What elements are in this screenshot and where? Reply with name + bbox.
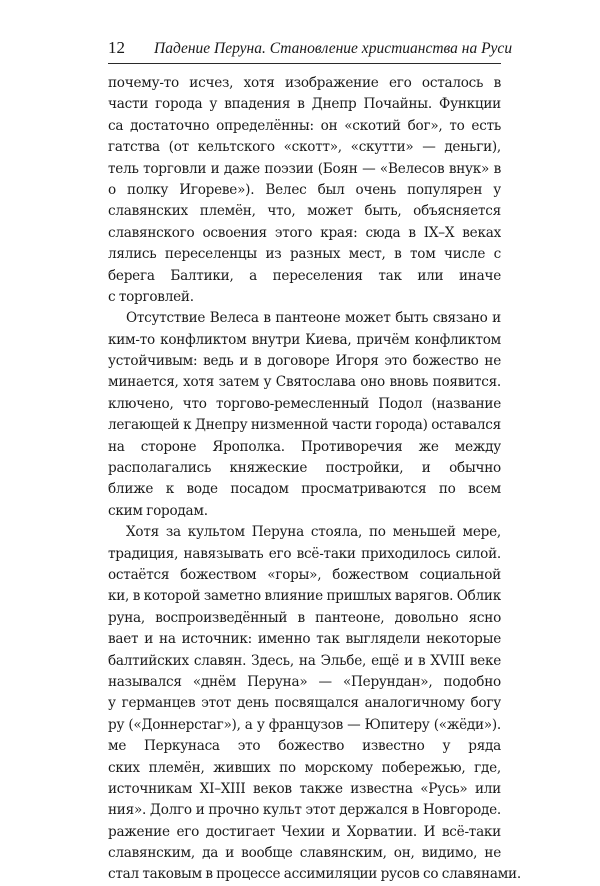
paragraph [108,522,521,886]
text-line: ме Перкунаса это божество известно у ряда [108,738,501,755]
text-line: славянского освоения этого края: сюда в IX–X веках [108,224,501,241]
text-line: о полку Игореве»). Велес был очень популярен у [108,181,501,198]
text-line: славянским, да и вообще славянским, он, видимо, не [108,845,501,862]
paragraph [108,73,501,308]
text-line: ки, в которой заметно влияние пришлых варягов. Облик [108,588,501,605]
text-line: минается, хотя затем у Святослава оно вновь появится. [108,374,501,391]
text-line: ближе к воде посадом просматриваются по всем [108,481,501,498]
text-line: вает и на источник: именно так выглядели некоторые [108,631,501,648]
text-line: балтийских славян. Здесь, на Эльбе, ещё и в XVIII веке [108,652,501,669]
text-line: назывался «днём Перуна» — «Перундан», подобно [108,673,501,690]
text-line: са достаточно определённы: он «скотий бог», то есть [108,117,501,134]
text-line: устойчивым: ведь и в договоре Игоря это божество не [108,353,501,370]
text-line: ния». Долго и прочно культ этот держался в Новгороде. [108,802,501,819]
page-header [108,34,513,64]
text-line: на стороне Ярополка. Противоречия же между [108,438,501,455]
text-line: располагались княжеские постройки, и обычно [108,460,501,477]
text-line: с торговлей. [108,288,194,305]
text-line: Хотя за культом Перуна стояла, по меньшей мере, [126,524,501,541]
text-line: славянских племён, что, может быть, объясняется [108,203,501,220]
page-number: 12 [108,38,125,57]
text-line: Отсутствие Велеса в пантеоне может быть связано и [126,310,501,327]
text-line: легающей к Днепру низменной части города) оставался [108,417,501,434]
text-line: остаётся божеством «горы», божеством социальной [108,566,501,583]
text-line: ражение его достигает Чехии и Хорватии. И всё-таки [108,823,501,840]
running-title: Падение Перуна. Становление христианства на Руси [154,40,513,57]
text-line: традиция, навязывать его всё-таки приходилось силой. [108,545,501,562]
body-text [108,73,521,886]
text-line: тель торговли и даже поэзии (Боян — «Велесов внук» в [108,160,501,177]
text-line: части города у впадения в Днепр Почайны. Функции [108,96,501,113]
text-line: почему-то исчез, хотя изображение его осталось в [108,75,501,91]
header-rule [108,63,501,64]
text-line: у германцев этот день посвящался аналогичному богу [108,695,501,712]
text-line: ру («Доннерстаг»), а у французов — Юпитеру («жёди»). [108,716,501,733]
text-line: руна, воспроизведённый в пантеоне, довольно ясно [108,609,501,626]
text-line: гатства (от кельтского «скотт», «скутти» — деньги), [108,139,501,156]
text-line: берега Балтики, а переселения так или иначе [108,267,501,284]
text-line: источникам XI–XIII веков также известна «Русь» или [108,780,501,797]
text-line: ключено, что торгово-ремесленный Подол (название [108,395,501,412]
text-line: ских племён, живших по морскому побережью, где, [108,759,501,776]
paragraph [108,308,501,522]
text-line: ским городам. [108,502,208,519]
text-line: стал таковым в процессе ассимиляции русов со славянами. [108,866,521,883]
text-line: лялись переселенцы из разных мест, в том числе с [108,246,501,263]
text-line: ким-то конфликтом внутри Киева, причём конфликтом [108,331,501,348]
